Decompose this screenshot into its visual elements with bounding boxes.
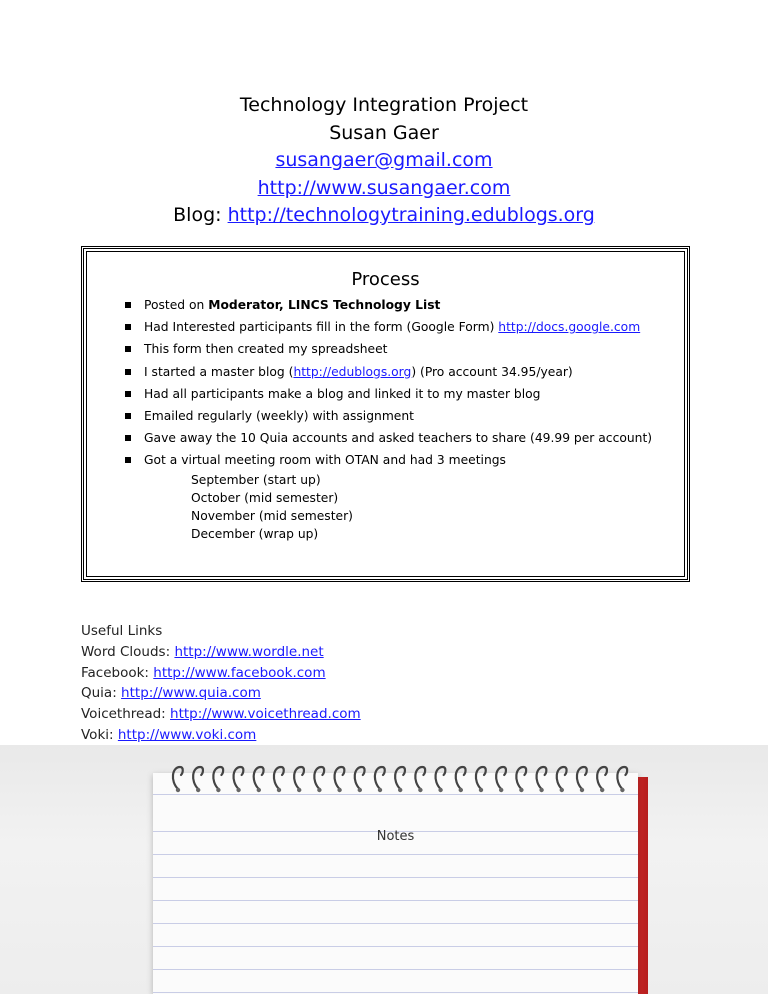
notepad [153, 773, 638, 994]
link-row [81, 642, 361, 663]
voicethread-link[interactable]: http://www.voicethread.com [170, 706, 361, 723]
spiral-hole [499, 788, 503, 792]
facebook-link[interactable]: http://www.facebook.com [153, 664, 326, 681]
bullet-icon [125, 391, 131, 397]
spiral-coil [577, 767, 587, 789]
spiral-hole [398, 788, 402, 792]
link-row [81, 704, 361, 725]
spiral-coil [173, 767, 183, 789]
meeting-item: October (mid semester) [191, 491, 339, 505]
link-label: Voicethread: [81, 706, 171, 723]
item-text: Got a virtual meeting room with OTAN and had 3 meetings [144, 453, 506, 468]
list-item [123, 431, 652, 453]
list-item [123, 298, 652, 320]
spiral-hole [257, 788, 261, 792]
link-label: Word Clouds: [81, 643, 175, 660]
process-title: Process [351, 269, 420, 290]
item-text: Emailed regularly (weekly) with assignment [144, 408, 414, 423]
link-label: Facebook: [81, 664, 154, 681]
list-item [123, 387, 652, 409]
spiral-hole [277, 788, 281, 792]
spiral-hole [600, 788, 604, 792]
spiral-coil [355, 767, 365, 789]
bullet-icon [125, 302, 131, 308]
spiral-hole [418, 788, 422, 792]
spiral-hole [519, 788, 523, 792]
meeting-list [191, 471, 353, 543]
spiral-coil [395, 767, 405, 789]
item-text: This form then created my spreadsheet [144, 342, 388, 357]
meeting-item: November (mid semester) [191, 509, 353, 523]
spiral-coil [375, 767, 385, 789]
spiral-coil [557, 767, 567, 789]
spiral-coil [597, 767, 607, 789]
spiral-coil [274, 767, 284, 789]
quia-link[interactable]: http://www.quia.com [121, 685, 261, 702]
notes-title: Notes [376, 829, 415, 844]
list-item [123, 365, 652, 387]
useful-links-heading: Useful Links [81, 623, 163, 639]
google-docs-link[interactable]: http://docs.google.com [498, 320, 641, 335]
wordle-link[interactable]: http://www.wordle.net [174, 643, 324, 660]
spiral-hole [539, 788, 543, 792]
process-list [123, 298, 652, 476]
spiral-hole [479, 788, 483, 792]
voki-link[interactable]: http://www.voki.com [117, 726, 257, 743]
bullet-icon [125, 413, 131, 419]
meeting-item: September (start up) [191, 473, 321, 487]
item-bold-text: Moderator, LINCS Technology List [208, 298, 441, 312]
spiral-hole [337, 788, 341, 792]
bullet-icon [125, 435, 131, 441]
spiral-coil [294, 767, 304, 789]
spiral-coil [436, 767, 446, 789]
spiral-hole [176, 788, 180, 792]
item-text: I started a master blog ( [144, 364, 294, 379]
spiral-coil [476, 767, 486, 789]
spiral-hole [378, 788, 382, 792]
useful-links-section [81, 621, 361, 746]
bullet-icon [125, 346, 131, 352]
spiral-hole [196, 788, 200, 792]
list-item [123, 409, 652, 431]
bullet-icon [125, 324, 131, 330]
item-text: Had all participants make a blog and linked it to my master blog [144, 386, 541, 401]
list-item [123, 320, 652, 342]
blog-label: Blog: [173, 204, 228, 226]
blog-link[interactable]: http://technologytraining.edublogs.org [227, 204, 595, 226]
spiral-hole [560, 788, 564, 792]
link-row [81, 663, 361, 684]
edublogs-link[interactable]: http://edublogs.org [293, 364, 412, 379]
spiral-hole [459, 788, 463, 792]
spiral-binding-icon [168, 763, 638, 793]
list-item [123, 342, 652, 364]
item-text: Gave away the 10 Quia accounts and asked teachers to share (49.99 per account) [144, 431, 653, 446]
item-text: Posted on [144, 298, 209, 312]
document-header [0, 92, 768, 230]
spiral-coil [193, 767, 203, 789]
spiral-hole [317, 788, 321, 792]
spiral-hole [358, 788, 362, 792]
link-label: Voki: [81, 726, 118, 743]
spiral-coil [537, 767, 547, 789]
spiral-hole [580, 788, 584, 792]
spiral-coil [617, 767, 627, 789]
spiral-hole [620, 788, 624, 792]
spiral-hole [438, 788, 442, 792]
spiral-coil [314, 767, 324, 789]
link-row [81, 683, 361, 704]
author-name: Susan Gaer [329, 121, 439, 144]
meeting-item: December (wrap up) [191, 527, 319, 541]
link-label: Quia: [81, 685, 122, 702]
email-link[interactable]: susangaer@gmail.com [275, 149, 493, 171]
link-row [81, 725, 361, 746]
spiral-coil [213, 767, 223, 789]
spiral-coil [516, 767, 526, 789]
spiral-coil [254, 767, 264, 789]
item-text: ) (Pro account 34.95/year) [411, 364, 573, 379]
spiral-coil [496, 767, 506, 789]
bullet-icon [125, 457, 131, 463]
spiral-hole [236, 788, 240, 792]
website-link[interactable]: http://www.susangaer.com [257, 176, 511, 199]
spiral-hole [216, 788, 220, 792]
item-text: Had Interested participants fill in the form (Google Form) [144, 320, 499, 335]
notes-image [0, 745, 768, 994]
spiral-coil [234, 767, 244, 789]
spiral-coil [456, 767, 466, 789]
spiral-coil [335, 767, 345, 789]
project-title: Technology Integration Project [239, 94, 529, 116]
spiral-hole [297, 788, 301, 792]
bullet-icon [125, 369, 131, 375]
spiral-coil [415, 767, 425, 789]
process-box [81, 246, 690, 582]
